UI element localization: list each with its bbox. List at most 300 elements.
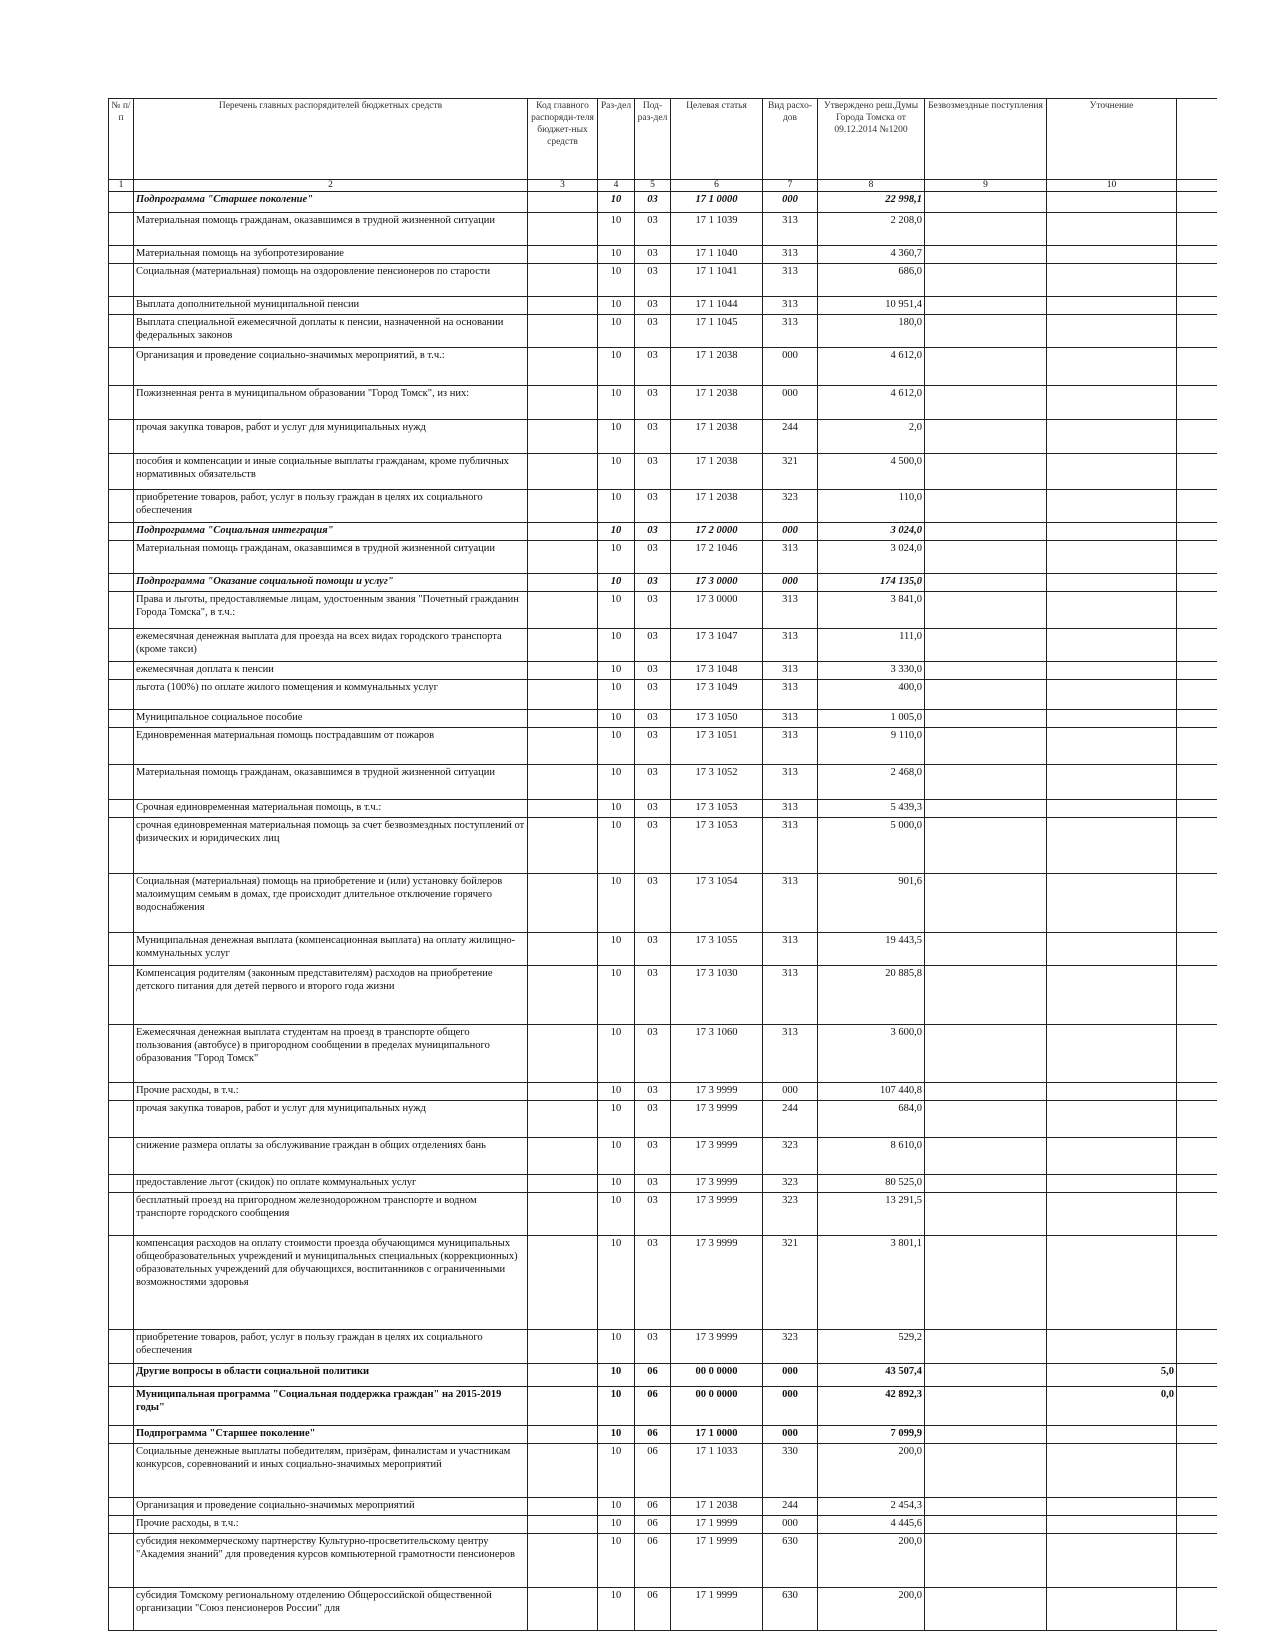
row-clarification [1047, 800, 1177, 818]
row-gratuitous [925, 874, 1047, 933]
row-clarification: 5,0 [1047, 1364, 1177, 1387]
row-vid: 313 [763, 541, 818, 574]
row-name: Подпрограмма "Старшее поколение" [134, 1426, 528, 1444]
row-razdel: 10 [598, 1588, 635, 1631]
row-podrazdel: 03 [635, 933, 671, 966]
row-amount: 2,0 [818, 420, 925, 454]
row-gratuitous [925, 592, 1047, 629]
row-amount: 200,0 [818, 1588, 925, 1631]
row-gratuitous [925, 264, 1047, 297]
row-name: Социальная (материальная) помощь на оздоровление пенсионеров по старости [134, 264, 528, 297]
row-name: Компенсация родителям (законным представителям) расходов на приобретение детского питания для детей первого и второго года жизни [134, 966, 528, 1025]
row-razdel: 10 [598, 710, 635, 728]
row-podrazdel: 06 [635, 1444, 671, 1498]
table-row [109, 420, 1217, 454]
row-extra [1177, 629, 1217, 662]
row-num [109, 246, 134, 264]
row-statya: 17 1 1041 [671, 264, 763, 297]
row-razdel: 10 [598, 264, 635, 297]
row-gratuitous [925, 1175, 1047, 1193]
row-clarification [1047, 1588, 1177, 1631]
row-name: Пожизненная рента в муниципальном образовании "Город Томск", из них: [134, 386, 528, 420]
header-code: Код главного распоряди-теля бюджет-ных средств [528, 99, 598, 180]
row-code [528, 1330, 598, 1364]
row-vid: 323 [763, 1330, 818, 1364]
row-vid: 323 [763, 1175, 818, 1193]
row-amount: 111,0 [818, 629, 925, 662]
row-name: прочая закупка товаров, работ и услуг для муниципальных нужд [134, 420, 528, 454]
row-name: приобретение товаров, работ, услуг в пользу граждан в целях их социального обеспечения [134, 490, 528, 523]
colnum-11 [1177, 180, 1217, 192]
row-statya: 17 3 9999 [671, 1236, 763, 1330]
row-amount: 200,0 [818, 1534, 925, 1588]
row-clarification [1047, 574, 1177, 592]
row-amount: 3 024,0 [818, 523, 925, 541]
table-row [109, 1138, 1217, 1175]
row-name: Социальные денежные выплаты победителям, призёрам, финалистам и участникам конкурсов, соревнований и иных социально-значимых мероприятий [134, 1444, 528, 1498]
colnum-10: 10 [1047, 180, 1177, 192]
row-podrazdel: 06 [635, 1426, 671, 1444]
row-gratuitous [925, 213, 1047, 246]
row-num [109, 765, 134, 800]
row-statya: 17 3 9999 [671, 1083, 763, 1101]
row-name: льгота (100%) по оплате жилого помещения и коммунальных услуг [134, 680, 528, 710]
row-name: Муниципальная программа "Социальная поддержка граждан" на 2015-2019 годы" [134, 1387, 528, 1426]
row-extra [1177, 662, 1217, 680]
header-statya: Целевая статья [671, 99, 763, 180]
row-extra [1177, 246, 1217, 264]
row-podrazdel: 03 [635, 1101, 671, 1138]
row-code [528, 874, 598, 933]
row-clarification [1047, 710, 1177, 728]
row-razdel: 10 [598, 213, 635, 246]
row-amount: 5 439,3 [818, 800, 925, 818]
row-num [109, 1236, 134, 1330]
row-num [109, 315, 134, 348]
row-clarification [1047, 246, 1177, 264]
table-row [109, 1516, 1217, 1534]
row-clarification [1047, 386, 1177, 420]
header-razdel: Раз-дел [598, 99, 635, 180]
table-row [109, 874, 1217, 933]
row-extra [1177, 490, 1217, 523]
row-name: Подпрограмма "Оказание социальной помощи и услуг" [134, 574, 528, 592]
row-statya: 17 1 2038 [671, 348, 763, 386]
row-statya: 17 1 2038 [671, 420, 763, 454]
table-row [109, 490, 1217, 523]
row-extra [1177, 818, 1217, 874]
row-gratuitous [925, 728, 1047, 765]
row-podrazdel: 03 [635, 728, 671, 765]
row-clarification [1047, 1516, 1177, 1534]
table-row [109, 629, 1217, 662]
row-clarification [1047, 765, 1177, 800]
row-vid: 330 [763, 1444, 818, 1498]
row-amount: 686,0 [818, 264, 925, 297]
row-extra [1177, 1588, 1217, 1631]
table-row [109, 1364, 1217, 1387]
row-statya: 17 1 2038 [671, 454, 763, 490]
row-num [109, 420, 134, 454]
row-extra [1177, 1516, 1217, 1534]
table-row [109, 1025, 1217, 1083]
table-row [109, 541, 1217, 574]
row-gratuitous [925, 1101, 1047, 1138]
row-razdel: 10 [598, 348, 635, 386]
row-code [528, 1588, 598, 1631]
table-row [109, 1083, 1217, 1101]
row-extra [1177, 574, 1217, 592]
row-code [528, 1236, 598, 1330]
row-clarification [1047, 213, 1177, 246]
row-razdel: 10 [598, 420, 635, 454]
row-extra [1177, 1498, 1217, 1516]
row-gratuitous [925, 1534, 1047, 1588]
row-name: Подпрограмма "Старшее поколение" [134, 192, 528, 213]
row-razdel: 10 [598, 1444, 635, 1498]
table-row [109, 680, 1217, 710]
row-podrazdel: 03 [635, 192, 671, 213]
row-vid: 323 [763, 1138, 818, 1175]
row-podrazdel: 03 [635, 574, 671, 592]
colnum-6: 6 [671, 180, 763, 192]
row-num [109, 1101, 134, 1138]
row-extra [1177, 1025, 1217, 1083]
row-name: Материальная помощь на зубопротезирование [134, 246, 528, 264]
row-gratuitous [925, 765, 1047, 800]
row-podrazdel: 03 [635, 297, 671, 315]
row-gratuitous [925, 454, 1047, 490]
row-extra [1177, 454, 1217, 490]
row-razdel: 10 [598, 1426, 635, 1444]
row-clarification [1047, 933, 1177, 966]
row-razdel: 10 [598, 315, 635, 348]
row-num [109, 966, 134, 1025]
row-amount: 9 110,0 [818, 728, 925, 765]
row-statya: 17 1 2038 [671, 386, 763, 420]
row-extra [1177, 710, 1217, 728]
row-code [528, 264, 598, 297]
row-vid: 000 [763, 192, 818, 213]
row-gratuitous [925, 933, 1047, 966]
row-podrazdel: 03 [635, 1083, 671, 1101]
row-extra [1177, 933, 1217, 966]
row-razdel: 10 [598, 1175, 635, 1193]
row-podrazdel: 06 [635, 1364, 671, 1387]
table-row [109, 1101, 1217, 1138]
row-gratuitous [925, 1498, 1047, 1516]
row-extra [1177, 297, 1217, 315]
row-extra [1177, 264, 1217, 297]
row-statya: 17 3 1047 [671, 629, 763, 662]
row-razdel: 10 [598, 800, 635, 818]
table-row [109, 386, 1217, 420]
row-num [109, 264, 134, 297]
row-gratuitous [925, 297, 1047, 315]
row-name: компенсация расходов на оплату стоимости проезда обучающимся муниципальных общеобразовательных учреждений и муниципальных специальных (коррекционных) образовательных учреждений для обучающихся, воспитанников с ограниченными возможностями здоровья [134, 1236, 528, 1330]
row-gratuitous [925, 246, 1047, 264]
row-extra [1177, 874, 1217, 933]
table-row [109, 728, 1217, 765]
row-amount: 2 208,0 [818, 213, 925, 246]
row-amount: 3 801,1 [818, 1236, 925, 1330]
row-podrazdel: 03 [635, 420, 671, 454]
row-clarification [1047, 1534, 1177, 1588]
row-num [109, 1138, 134, 1175]
row-vid: 244 [763, 1101, 818, 1138]
row-amount: 3 330,0 [818, 662, 925, 680]
row-statya: 17 1 2038 [671, 1498, 763, 1516]
row-num [109, 192, 134, 213]
row-podrazdel: 03 [635, 818, 671, 874]
row-amount: 4 445,6 [818, 1516, 925, 1534]
row-name: Организация и проведение социально-значимых мероприятий, в т.ч.: [134, 348, 528, 386]
row-name: ежемесячная доплата к пенсии [134, 662, 528, 680]
row-razdel: 10 [598, 629, 635, 662]
row-statya: 17 1 9999 [671, 1588, 763, 1631]
table-row [109, 800, 1217, 818]
row-name: Муниципальное социальное пособие [134, 710, 528, 728]
row-code [528, 315, 598, 348]
table-row [109, 1426, 1217, 1444]
row-razdel: 10 [598, 1534, 635, 1588]
header-podrazdel: Под-раз-дел [635, 99, 671, 180]
table-row [109, 1330, 1217, 1364]
row-amount: 1 005,0 [818, 710, 925, 728]
row-statya: 17 3 9999 [671, 1101, 763, 1138]
row-razdel: 10 [598, 574, 635, 592]
row-statya: 17 3 9999 [671, 1175, 763, 1193]
row-amount: 529,2 [818, 1330, 925, 1364]
table-row [109, 1175, 1217, 1193]
row-razdel: 10 [598, 490, 635, 523]
header-gratuitous: Безвозмездные поступления [925, 99, 1047, 180]
row-num [109, 1444, 134, 1498]
row-clarification [1047, 662, 1177, 680]
row-vid: 000 [763, 523, 818, 541]
row-podrazdel: 03 [635, 541, 671, 574]
row-vid: 000 [763, 1387, 818, 1426]
row-gratuitous [925, 420, 1047, 454]
row-code [528, 1193, 598, 1236]
row-podrazdel: 06 [635, 1534, 671, 1588]
row-clarification: 0,0 [1047, 1387, 1177, 1426]
row-razdel: 10 [598, 680, 635, 710]
table-row [109, 592, 1217, 629]
table-row [109, 710, 1217, 728]
row-gratuitous [925, 680, 1047, 710]
row-extra [1177, 1387, 1217, 1426]
row-code [528, 662, 598, 680]
row-clarification [1047, 1083, 1177, 1101]
row-code [528, 1025, 598, 1083]
row-clarification [1047, 728, 1177, 765]
row-statya: 17 1 1040 [671, 246, 763, 264]
row-num [109, 710, 134, 728]
row-gratuitous [925, 386, 1047, 420]
row-statya: 17 3 1060 [671, 1025, 763, 1083]
row-podrazdel: 03 [635, 1175, 671, 1193]
header-vid: Вид расхо-дов [763, 99, 818, 180]
row-extra [1177, 765, 1217, 800]
row-clarification [1047, 592, 1177, 629]
row-name: предоставление льгот (скидок) по оплате коммунальных услуг [134, 1175, 528, 1193]
row-podrazdel: 06 [635, 1498, 671, 1516]
row-vid: 313 [763, 874, 818, 933]
row-statya: 17 1 1045 [671, 315, 763, 348]
row-amount: 200,0 [818, 1444, 925, 1498]
row-num [109, 1175, 134, 1193]
row-gratuitous [925, 490, 1047, 523]
row-name: Единовременная материальная помощь пострадавшим от пожаров [134, 728, 528, 765]
row-clarification [1047, 1236, 1177, 1330]
row-gratuitous [925, 818, 1047, 874]
row-code [528, 629, 598, 662]
table-row [109, 933, 1217, 966]
row-code [528, 1426, 598, 1444]
row-extra [1177, 1138, 1217, 1175]
colnum-7: 7 [763, 180, 818, 192]
row-amount: 10 951,4 [818, 297, 925, 315]
row-razdel: 10 [598, 933, 635, 966]
row-clarification [1047, 541, 1177, 574]
row-podrazdel: 03 [635, 454, 671, 490]
row-vid: 000 [763, 386, 818, 420]
row-statya: 17 3 1053 [671, 818, 763, 874]
row-statya: 17 3 0000 [671, 574, 763, 592]
row-podrazdel: 03 [635, 1193, 671, 1236]
row-statya: 17 1 0000 [671, 1426, 763, 1444]
row-vid: 323 [763, 1193, 818, 1236]
table-row [109, 818, 1217, 874]
row-amount: 13 291,5 [818, 1193, 925, 1236]
header-num: № п/п [109, 99, 134, 180]
row-name: Выплата специальной ежемесячной доплаты к пенсии, назначенной на основании федеральных законов [134, 315, 528, 348]
row-statya: 17 1 0000 [671, 192, 763, 213]
row-code [528, 592, 598, 629]
row-code [528, 966, 598, 1025]
row-amount: 19 443,5 [818, 933, 925, 966]
row-vid: 000 [763, 1083, 818, 1101]
row-amount: 20 885,8 [818, 966, 925, 1025]
row-statya: 17 3 1054 [671, 874, 763, 933]
row-vid: 313 [763, 297, 818, 315]
row-vid: 313 [763, 264, 818, 297]
row-code [528, 933, 598, 966]
row-vid: 000 [763, 1426, 818, 1444]
row-num [109, 1025, 134, 1083]
row-gratuitous [925, 1364, 1047, 1387]
row-num [109, 592, 134, 629]
row-statya: 17 1 1033 [671, 1444, 763, 1498]
row-extra [1177, 1444, 1217, 1498]
row-razdel: 10 [598, 523, 635, 541]
row-statya: 17 1 1039 [671, 213, 763, 246]
table-row [109, 574, 1217, 592]
row-razdel: 10 [598, 1498, 635, 1516]
row-num [109, 454, 134, 490]
row-statya: 17 3 1053 [671, 800, 763, 818]
row-statya: 17 3 1051 [671, 728, 763, 765]
row-extra [1177, 1236, 1217, 1330]
row-amount: 174 135,0 [818, 574, 925, 592]
row-extra [1177, 1175, 1217, 1193]
row-razdel: 10 [598, 1387, 635, 1426]
row-amount: 4 360,7 [818, 246, 925, 264]
row-code [528, 541, 598, 574]
row-razdel: 10 [598, 1516, 635, 1534]
table-row [109, 264, 1217, 297]
row-vid: 313 [763, 213, 818, 246]
row-name: субсидия некоммерческому партнерству Культурно-просветительскому центру "Академия знаний" для проведения курсов компьютерной грамотности пенсионеров [134, 1534, 528, 1588]
row-clarification [1047, 1138, 1177, 1175]
row-amount: 4 612,0 [818, 348, 925, 386]
row-gratuitous [925, 1426, 1047, 1444]
row-num [109, 1498, 134, 1516]
row-statya: 17 2 1046 [671, 541, 763, 574]
row-extra [1177, 592, 1217, 629]
row-amount: 22 998,1 [818, 192, 925, 213]
row-razdel: 10 [598, 1236, 635, 1330]
row-extra [1177, 386, 1217, 420]
row-amount: 5 000,0 [818, 818, 925, 874]
row-clarification [1047, 818, 1177, 874]
row-gratuitous [925, 966, 1047, 1025]
row-extra [1177, 1364, 1217, 1387]
row-extra [1177, 541, 1217, 574]
row-num [109, 818, 134, 874]
row-clarification [1047, 874, 1177, 933]
row-vid: 313 [763, 800, 818, 818]
row-podrazdel: 03 [635, 246, 671, 264]
row-num [109, 1534, 134, 1588]
row-amount: 110,0 [818, 490, 925, 523]
row-razdel: 10 [598, 966, 635, 1025]
row-code [528, 490, 598, 523]
row-code [528, 574, 598, 592]
row-code [528, 710, 598, 728]
row-amount: 8 610,0 [818, 1138, 925, 1175]
row-razdel: 10 [598, 662, 635, 680]
row-code [528, 246, 598, 264]
row-name: Ежемесячная денежная выплата студентам на проезд в транспорте общего пользования (автобусе) в пригородном сообщении в пределах муниципального образования "Город Томск" [134, 1025, 528, 1083]
row-num [109, 728, 134, 765]
row-podrazdel: 03 [635, 680, 671, 710]
row-code [528, 1083, 598, 1101]
row-vid: 000 [763, 574, 818, 592]
row-statya: 17 3 9999 [671, 1193, 763, 1236]
row-code [528, 348, 598, 386]
row-podrazdel: 03 [635, 386, 671, 420]
row-razdel: 10 [598, 1101, 635, 1138]
row-amount: 2 468,0 [818, 765, 925, 800]
row-razdel: 10 [598, 874, 635, 933]
row-amount: 3 841,0 [818, 592, 925, 629]
row-vid: 313 [763, 592, 818, 629]
row-razdel: 10 [598, 765, 635, 800]
row-vid: 313 [763, 662, 818, 680]
row-name: Материальная помощь гражданам, оказавшимся в трудной жизненной ситуации [134, 765, 528, 800]
row-clarification [1047, 348, 1177, 386]
table-row [109, 1236, 1217, 1330]
table-row [109, 1387, 1217, 1426]
colnum-1: 1 [109, 180, 134, 192]
header-clarification: Уточнение [1047, 99, 1177, 180]
table-row [109, 1534, 1217, 1588]
header-row [109, 99, 1217, 180]
row-vid: 000 [763, 348, 818, 386]
row-extra [1177, 800, 1217, 818]
